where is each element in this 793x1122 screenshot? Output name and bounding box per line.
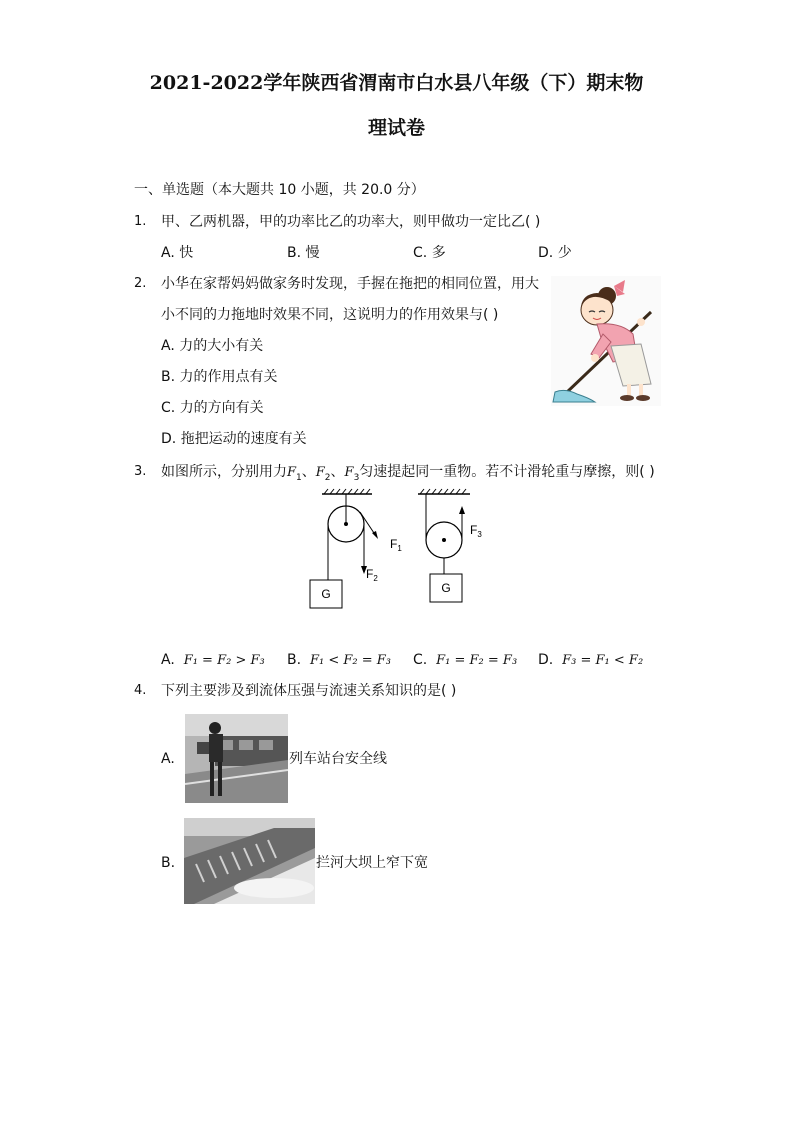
- question-text-line2: 小不同的力拖地时效果不同，这说明力的作用效果与( ): [161, 307, 499, 323]
- question-text: 如图所示，分别用力$F_1$、$F_2$、$F_3$匀速提起同一重物。若不计滑轮重与摩擦，则( ): [161, 464, 655, 483]
- option-a-label[interactable]: A.: [161, 751, 175, 767]
- dam-photo: [184, 818, 315, 904]
- option-d[interactable]: D. 拖把运动的速度有关: [161, 431, 307, 447]
- force-label-f1: $F_1$: [390, 537, 402, 553]
- train-platform-photo: [185, 714, 288, 803]
- option-d[interactable]: D. F₃ = F₁ < F₂: [538, 652, 644, 668]
- question-number: 1.: [134, 214, 147, 229]
- option-b-label[interactable]: B.: [161, 855, 176, 871]
- page-title-line1: 2021-2022学年陕西省渭南市白水县八年级（下）期末物: [149, 72, 644, 94]
- pulley-diagram: [300, 486, 500, 614]
- question-text: 甲、乙两机器，甲的功率比乙的功率大，则甲做功一定比乙( ): [161, 214, 541, 230]
- question-number: 3.: [134, 464, 147, 479]
- page-title-line2: 理试卷: [367, 117, 425, 139]
- option-b[interactable]: B. 力的作用点有关: [161, 369, 278, 385]
- force-label-f2: $F_2$: [366, 567, 378, 583]
- question-text-line1: 小华在家帮妈妈做家务时发现，手握在拖把的相同位置，用大: [161, 276, 539, 292]
- option-c[interactable]: C. F₁ = F₂ = F₃: [413, 652, 518, 668]
- option-a-text[interactable]: 列车站台安全线: [289, 751, 387, 767]
- question-text: 下列主要涉及到流体压强与流速关系知识的是( ): [161, 683, 457, 699]
- question-number: 2.: [134, 276, 147, 291]
- option-b-text[interactable]: 拦河大坝上窄下宽: [316, 855, 428, 871]
- mopping-girl-illustration: [551, 276, 661, 406]
- section-heading: 一、单选题（本大题共 10 小题，共 20.0 分）: [134, 182, 425, 198]
- weight-label-left: G: [321, 587, 331, 601]
- option-a[interactable]: A. 力的大小有关: [161, 338, 264, 354]
- question-number: 4.: [134, 683, 147, 698]
- option-c[interactable]: C. 力的方向有关: [161, 400, 264, 416]
- option-b[interactable]: B. F₁ < F₂ = F₃: [287, 652, 391, 668]
- option-d[interactable]: D. 少: [538, 245, 572, 261]
- force-label-f3: $F_3$: [470, 523, 482, 539]
- option-c[interactable]: C. 多: [413, 245, 446, 261]
- option-a[interactable]: A. F₁ = F₂ > F₃: [161, 652, 265, 668]
- option-b[interactable]: B. 慢: [287, 245, 320, 261]
- weight-label-right: G: [441, 581, 451, 595]
- option-a[interactable]: A. 快: [161, 245, 194, 261]
